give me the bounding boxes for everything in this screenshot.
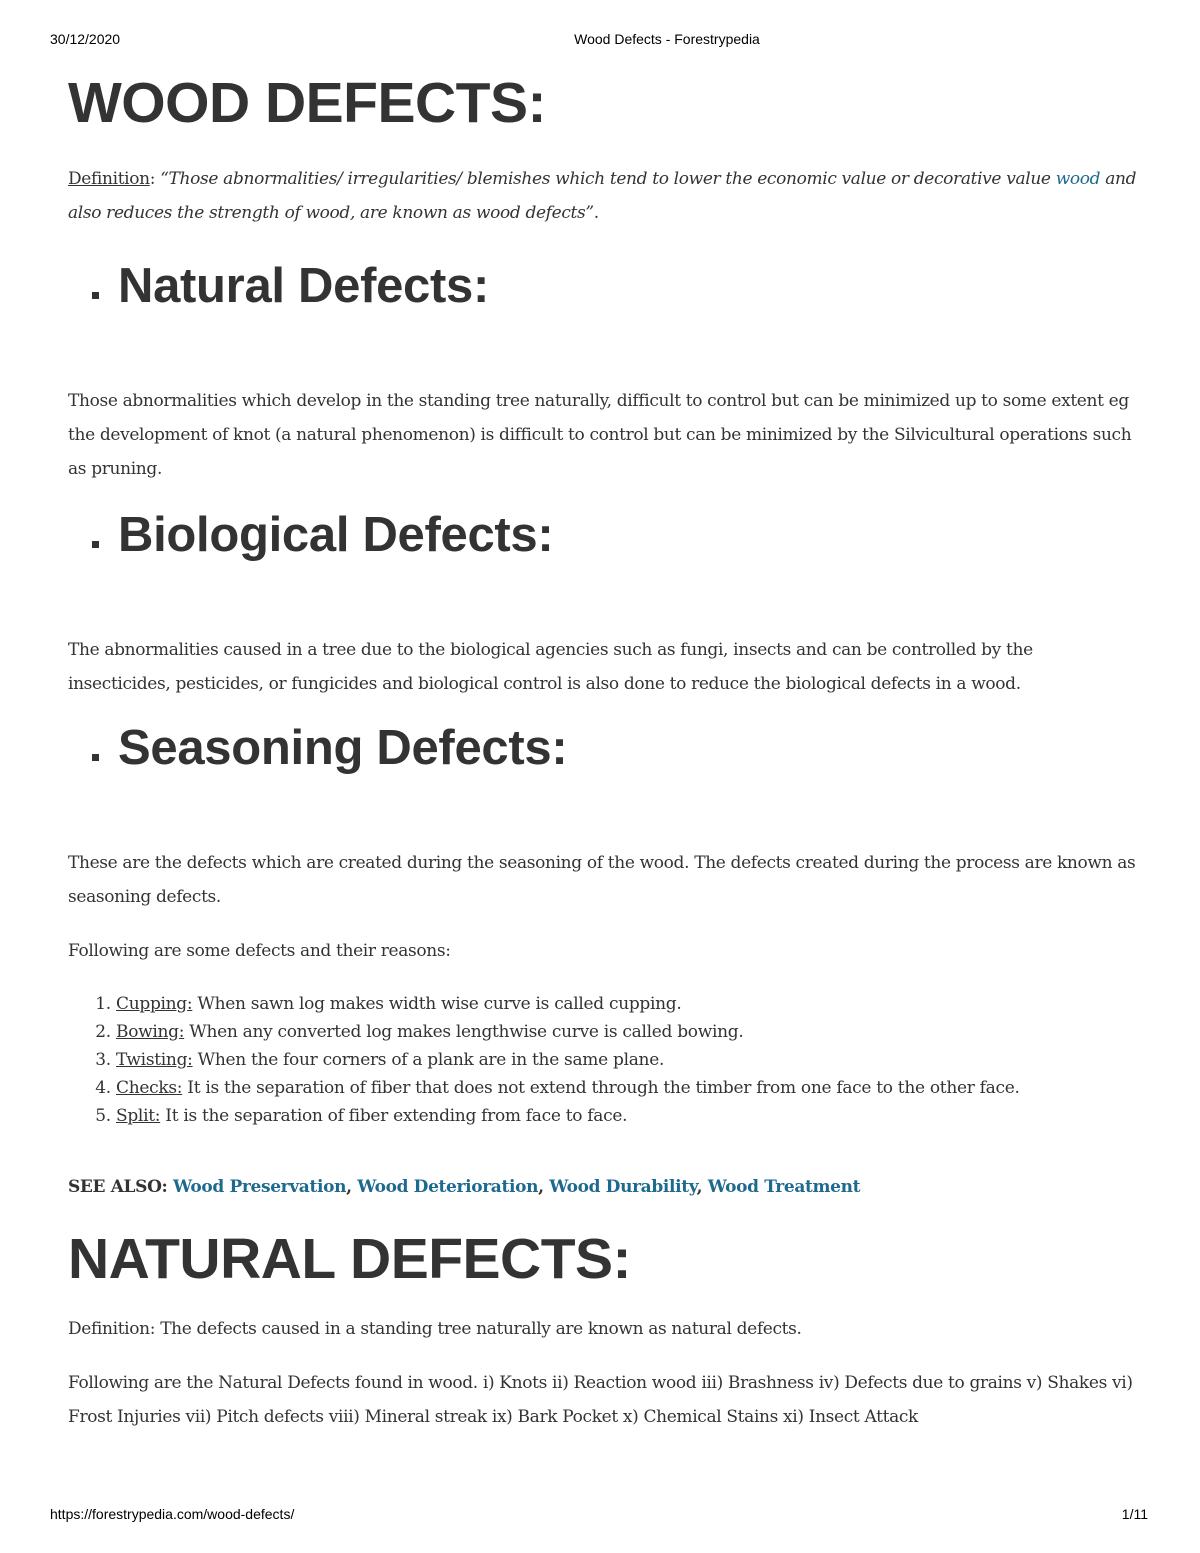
definition-quote-part2: and also reduces the strength of wood, are known as wood defects” <box>68 169 1137 223</box>
link-wood-treatment[interactable]: Wood Treatment <box>707 1177 861 1197</box>
print-title: Wood Defects - Forestrypedia <box>574 31 760 47</box>
definition-quote-part1: “Those abnormalities/ irregularities/ blemishes which tend to lower the economic value or decorative value <box>160 169 1056 189</box>
seasoning-defects-text: These are the defects which are created during the seasoning of the wood. The defects created during the process are known as seasoning defects. <box>68 853 1136 907</box>
defect-desc: When the four corners of a plank are in the same plane. <box>192 1050 665 1070</box>
natural-defects-list: Following are the Natural Defects found in wood. i) Knots ii) Reaction wood iii) Brashness iv) Defects due to grains v) Shakes vi) Frost Injuries vii) Pitch defects viii) Mineral streak ix) Bark Pocket x) Chemical Stains xi) Insect Attack <box>68 1373 1133 1427</box>
defect-list <box>68 990 1138 1130</box>
defect-desc: When any converted log makes lengthwise curve is called bowing. <box>184 1022 744 1042</box>
wood-link[interactable]: wood <box>1055 169 1101 189</box>
page-number: 1/11 <box>1121 1506 1148 1522</box>
defect-term: Checks: <box>116 1078 183 1098</box>
link-wood-deterioration[interactable]: Wood Deterioration <box>357 1177 539 1197</box>
natural-definition: Definition: The defects caused in a standing tree naturally are known as natural defects. <box>68 1319 802 1339</box>
list-item <box>116 1046 1138 1074</box>
print-date: 30/12/2020 <box>50 31 121 47</box>
natural-defects-text: Those abnormalities which develop in the standing tree naturally, difficult to control but can be minimized up to some extent eg the development of knot (a natural phenomenon) is difficult to control but can be minimized by the Silvicultural operations such as pruning. <box>68 391 1132 479</box>
heading-text: Seasoning Defects: <box>118 721 568 775</box>
defect-term: Cupping: <box>116 994 193 1014</box>
definition-label: Definition <box>68 169 150 189</box>
print-footer <box>0 1506 1200 1526</box>
definition-paragraph <box>68 162 1138 230</box>
defect-desc: When sawn log makes width wise curve is called cupping. <box>192 994 682 1014</box>
heading-biological-defects <box>68 505 1138 565</box>
heading-seasoning-defects <box>68 718 1138 778</box>
list-item <box>116 1102 1138 1130</box>
link-wood-preservation[interactable]: Wood Preservation <box>173 1177 347 1197</box>
list-item <box>116 990 1138 1018</box>
definition-end: . <box>593 203 599 223</box>
link-wood-durability[interactable]: Wood Durability <box>549 1177 697 1197</box>
defect-term: Twisting: <box>116 1050 193 1070</box>
see-also <box>68 1170 1138 1204</box>
defect-term: Bowing: <box>116 1022 185 1042</box>
print-url: https://forestrypedia.com/wood-defects/ <box>50 1506 295 1522</box>
heading-natural-defects <box>68 256 1138 316</box>
separator: , <box>346 1177 358 1197</box>
article <box>68 70 1138 1434</box>
heading-text: Biological Defects: <box>118 508 554 562</box>
natural-defects-title: NATURAL DEFECTS: <box>68 1227 632 1291</box>
see-also-label: SEE ALSO: <box>68 1177 174 1197</box>
page-title: WOOD DEFECTS: <box>68 71 546 135</box>
following-intro: Following are some defects and their reasons: <box>68 941 451 961</box>
list-item <box>116 1018 1138 1046</box>
biological-defects-text: The abnormalities caused in a tree due to the biological agencies such as fungi, insects and can be controlled by the insecticides, pesticides, or fungicides and biological control is also done to reduce the biological defects in a wood. <box>68 640 1033 694</box>
bullet-icon <box>92 292 99 299</box>
print-header <box>0 31 1200 51</box>
defect-desc: It is the separation of fiber that does not extend through the timber from one face to the other face. <box>182 1078 1020 1098</box>
defect-desc: It is the separation of fiber extending from face to face. <box>160 1106 628 1126</box>
bullet-icon <box>92 541 99 548</box>
bullet-icon <box>92 754 99 761</box>
defect-term: Split: <box>116 1106 161 1126</box>
heading-text: Natural Defects: <box>118 259 489 313</box>
definition-colon: : <box>149 169 161 189</box>
list-item <box>116 1074 1138 1102</box>
separator: , <box>538 1177 550 1197</box>
separator: , <box>696 1177 708 1197</box>
